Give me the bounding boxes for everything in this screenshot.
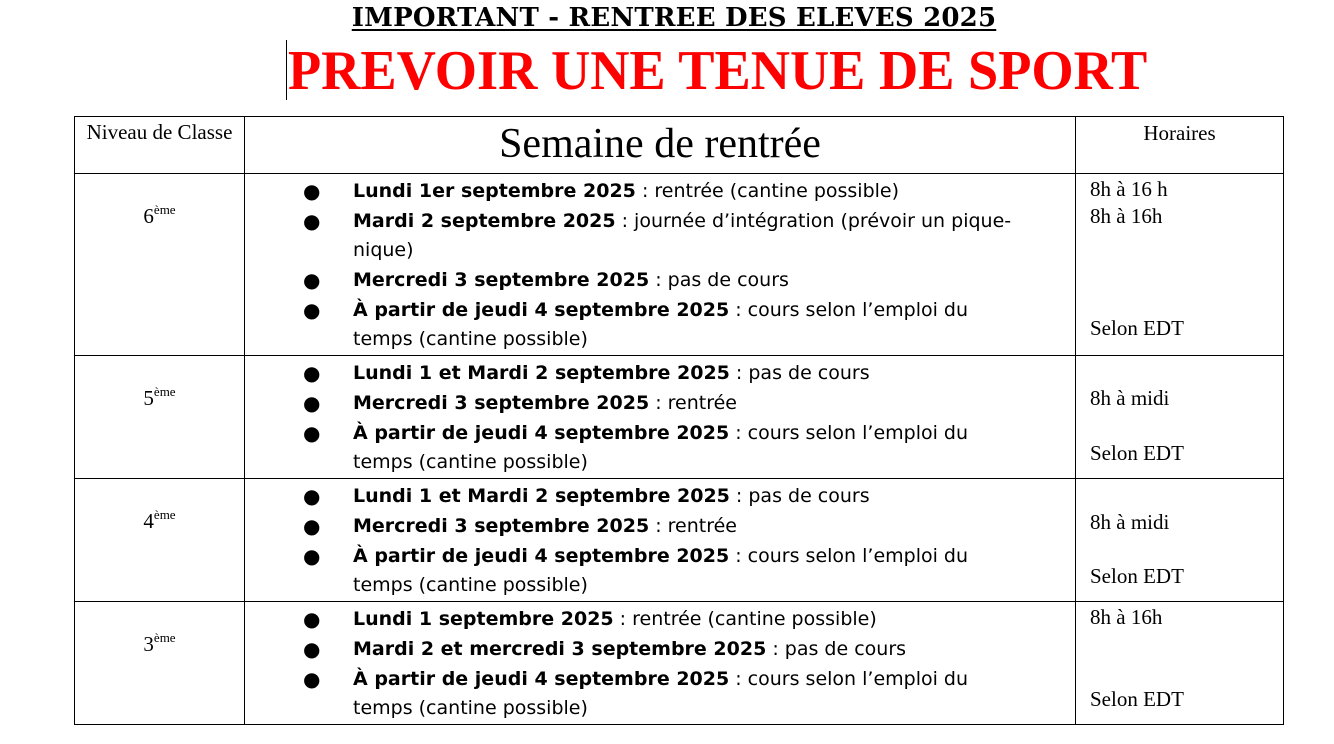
item-date: À partir de jeudi 4 septembre 2025 [353,545,730,567]
schedule-list [245,174,1075,354]
item-text: : rentrée (cantine possible) [613,608,877,630]
bullet-icon: ● [303,391,321,415]
table-row [75,602,1284,725]
level-cell [75,479,245,602]
page-subtitle: PREVOIR UNE TENUE DE SPORT [288,40,1148,102]
list-item [245,296,1075,354]
week-cell [245,356,1076,479]
hours-line: Selon EDT [1090,316,1184,340]
list-item [245,635,1075,664]
page-title-text: IMPORTANT - RENTREE DES ELEVES 2025 [351,3,997,33]
item-text: : pas de cours [649,269,789,291]
item-text: : cours selon l’emploi du temps (cantine possible) [353,545,969,596]
item-date: À partir de jeudi 4 septembre 2025 [353,299,730,321]
item-date: À partir de jeudi 4 septembre 2025 [353,422,730,444]
table-row [75,479,1284,602]
item-date: Lundi 1 septembre 2025 [353,608,614,630]
item-date: Lundi 1er septembre 2025 [353,180,636,202]
hours-line: Selon EDT [1090,564,1184,588]
bullet-icon: ● [303,484,321,508]
schedule-list [245,602,1075,723]
page-title [0,3,1334,33]
item-date: Mercredi 3 septembre 2025 [353,392,650,414]
text-cursor [286,40,287,100]
header-week: Semaine de rentrée [245,117,1076,174]
item-text: : cours selon l’emploi du temps (cantine possible) [353,668,969,719]
week-cell [245,174,1076,356]
week-cell [245,602,1076,725]
hours-cell [1076,356,1284,479]
level-suffix: ème [153,507,176,522]
table-row [75,356,1284,479]
table-row [75,174,1284,356]
item-date: Mardi 2 et mercredi 3 septembre 2025 [353,638,767,660]
level-cell [75,602,245,725]
item-date: À partir de jeudi 4 septembre 2025 [353,668,730,690]
list-item [245,389,1075,418]
list-item [245,266,1075,295]
list-item [245,177,1075,206]
item-text: : pas de cours [729,362,870,384]
hours-cell [1076,602,1284,725]
header-level: Niveau de Classe [75,117,245,174]
item-text: : pas de cours [766,638,907,660]
item-text: : rentrée [649,515,738,537]
header-hours: Horaires [1076,117,1284,174]
schedule-table [74,116,1284,725]
item-date: Mercredi 3 septembre 2025 [353,269,650,291]
list-item [245,665,1075,723]
list-item [245,482,1075,511]
item-date: Mardi 2 septembre 2025 [353,210,616,232]
item-text: : pas de cours [729,485,870,507]
table-header-row [75,117,1284,174]
list-item [245,419,1075,477]
item-text: : rentrée (cantine possible) [635,180,900,202]
bullet-icon: ● [303,179,321,203]
level-suffix: ème [153,384,176,399]
level-cell [75,174,245,356]
item-text: : cours selon l’emploi du temps (cantine possible) [353,422,969,473]
level-number: 5 [143,386,154,410]
list-item [245,542,1075,600]
hours-line: 8h à 16h [1090,204,1163,228]
bullet-icon: ● [303,637,321,661]
level-number: 4 [143,509,154,533]
hours-cell [1076,479,1284,602]
level-cell [75,356,245,479]
hours-line: 8h à midi [1090,510,1170,534]
item-date: Mercredi 3 septembre 2025 [353,515,650,537]
bullet-icon: ● [303,607,321,631]
bullet-icon: ● [303,361,321,385]
level-suffix: ème [153,202,176,217]
schedule-list [245,356,1075,477]
item-text: : rentrée [649,392,738,414]
hours-line: 8h à midi [1090,386,1170,410]
bullet-icon: ● [303,298,321,322]
list-item [245,605,1075,634]
list-item [245,359,1075,388]
hours-line: 8h à 16h [1090,605,1163,629]
item-date: Lundi 1 et Mardi 2 septembre 2025 [353,362,730,384]
schedule-list [245,479,1075,600]
level-suffix: ème [153,630,176,645]
bullet-icon: ● [303,268,321,292]
hours-line: Selon EDT [1090,687,1184,711]
item-date: Lundi 1 et Mardi 2 septembre 2025 [353,485,730,507]
bullet-icon: ● [303,421,321,445]
item-text: : cours selon l’emploi du temps (cantine possible) [353,299,969,350]
hours-line: Selon EDT [1090,441,1184,465]
list-item [245,512,1075,541]
hours-line: 8h à 16 h [1090,177,1168,201]
list-item [245,207,1075,265]
week-cell [245,479,1076,602]
bullet-icon: ● [303,544,321,568]
item-text: : journée d’intégration (prévoir un pique-nique) [353,210,1012,261]
bullet-icon: ● [303,209,321,233]
level-number: 6 [143,204,154,228]
bullet-icon: ● [303,514,321,538]
bullet-icon: ● [303,667,321,691]
level-number: 3 [143,632,154,656]
hours-cell [1076,174,1284,356]
